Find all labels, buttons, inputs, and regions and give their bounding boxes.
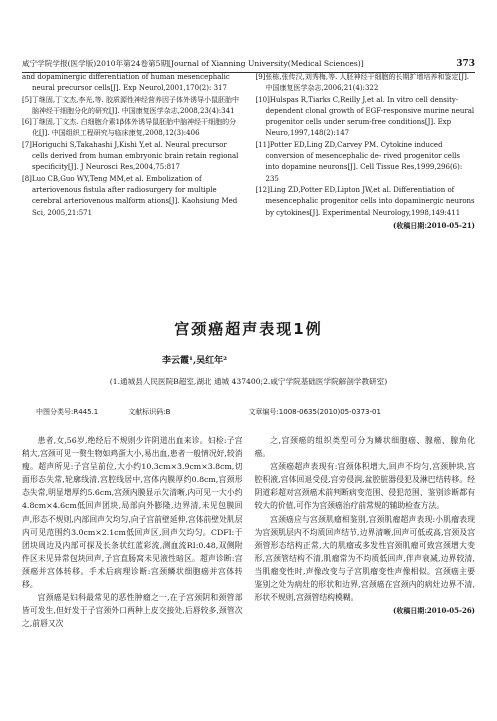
running-header <box>22 58 475 73</box>
reference-item: [7]Horiguchi S,Takahashi J,Kishi Y,et al. Neural precursor cells derived from human embryonic brain retain regional specificity[J]. J Neurosci Res,2004,75:817 <box>22 140 239 172</box>
body-paragraph: 之,宫颈癌的组织类型可分为鳞状细胞癌、腺癌、腺角化癌。 <box>254 436 475 459</box>
body-left-column <box>22 434 243 716</box>
journal-line: 咸宁学院学报(医学版)2010年第24卷第5期[Journal of Xianning University(Medical Sciences)] <box>22 59 364 68</box>
article-title: 宫颈癌超声表现1例 <box>174 320 323 338</box>
clc-number: 中图分类号:R445.1 <box>36 408 99 416</box>
article-body <box>22 434 475 716</box>
references-left-column <box>22 72 242 300</box>
page-number: 373 <box>456 59 475 69</box>
body-paragraph: 宫颈癌超声表现有:宫颈体积增大,回声不均匀,宫颈肿块,宫腔积液,宫体回退受侵,宫旁侵润,盆腔脏器侵犯及淋巴结转移。经阴道彩超对宫颈癌术前判断病变范围、侵犯范围、鉴别诊断都有较大的价值,可作为宫颈癌治疗前常规的辅助检查方法。 <box>254 462 475 511</box>
classification-line <box>36 407 467 417</box>
body-paragraph: 患者,女,56岁,绝经后不规则少许阴道出血来诊。妇检:子宫稍大,宫颈可见一赘生物如鸡蛋大小,易出血,患者一般情况好,较消瘦。超声所见:子宫呈前位,大小约10.3cm×3.9cm×3.8cm,切面形态失常,轮廓线清,宫腔线居中,宫体内膜厚约0.8cm,宫颈形态失常,明显增厚约5.6cm,宫颈内膜显示欠清晰,内可见一大小约4.8cm×4.6cm低回声团块,局部向外膨隆,边界清,未见包膜回声,形态不规则,内部回声欠均匀,向子宫前壁延伸,宫体前壁处肌层内可见范围约3.0cm×2.1cm低回声区,回声欠均匀。CDFI:于团块周边及内部可探及长条状红蓝彩流,测血流RI:0.48,双侧附件区未见异常包块回声,子宫直肠窝未见液性暗区。超声诊断:宫颈癌并宫体转移。手术后病理诊断:宫颈鳞状细胞癌并宫体转移。 <box>22 436 243 590</box>
reference-item: [9]张栋,张传汉,刘秀梅,等. 人胚神经干细胞的长期扩增培养和鉴定[J]. 中国康复医学杂志,2006,21(4):322 <box>255 73 470 93</box>
article-title-block <box>22 318 475 387</box>
references-right-column <box>256 72 476 300</box>
reference-item: [6]丁继固,丁文杰. 白细胞介素1β体外诱导鼠胚胎中脑神经干细胞的分化[J]. 中国组织工程研究与临床康复,2008,12(3):406 <box>22 118 237 138</box>
reference-item: [11]Potter ED,Ling ZD,Carvey PM. Cytokine induced conversion of mesencephalic de- rived progenitor cells into dopamine neurons[J]. Cell Tissue Res,1999,296(6): 235 <box>255 140 463 183</box>
article-authors: 李云霞¹,吴红年² <box>162 356 228 366</box>
references-section <box>22 72 475 300</box>
article-received-date: (收稿日期:2010-05-26) <box>393 606 475 616</box>
reference-item: [8]Luo CB,Guo WY,Teng MM,et al. Embolization of arteriovenous fistula after radiosurgery for multiple cerebral arteriovenous malform ations[J]. Kaohsiung Med Sci, 2005,21:571 <box>22 174 238 217</box>
reference-item: [12]Ling ZD,Potter ED,Lipton JW,et al. Differentiation of mesencephalic progenitor cells into dopaminergic neurons by cytokines[J]. Experimental Neurology,1998,149:411 <box>255 185 475 217</box>
reference-item: [10]Hulspas R,Tiarks C,Reilly J,et al. In vitro cell density-dependent clonal growth of EGF-responsive murine neural progenitor cells under serum-free conditions[J]. Exp Neuro,1997,148(2):147 <box>255 95 475 138</box>
reference-item: and dopaminergic differentiation of human mesencephalic neural precursor cells[J]. Exp Neurol,2001,170(2): 317 <box>22 73 230 93</box>
reference-item: [5]丁继固,丁文杰,李光,等. 胶质源性神经营养因子体外诱导小鼠胚胎中脑神经干细胞分化的研究[J]. 中国康复医学杂志,2008,23(4):341 <box>22 95 240 115</box>
references-received-date: (收稿日期:2010-05-21) <box>393 220 475 230</box>
body-paragraph: 宫颈癌应与宫颈肌瘤相鉴别,宫颈肌瘤超声表现:小肌瘤表现为宫颈肌层内不均质回声结节,边界清晰,回声可低或高,宫颈及宫颈管形态结构正常,大的肌瘤或多发性宫颈肌瘤可致宫颈增大变形,宫颈管结构不清,肌瘤常为不均质低回声,伴声衰减,边界较清,当肌瘤变性时,声像改变与子宫肌瘤变性声像相似。宫颈癌主要鉴别之处为病灶的形状和边界,宫颈癌在宫颈内的病灶边界不清,形状不规则,宫颈管结构模糊。 <box>254 514 475 603</box>
body-paragraph: 宫颈癌是妇科最常见的恶性肿瘤之一,在子宫颈阴和颈管部皆可发生,但好发于子宫颈外口两种上皮交接处,后唇较多,颈管次之,前唇又次 <box>22 593 243 629</box>
body-right-column <box>255 434 476 716</box>
article-number: 文章编号:1008-0635(2010)05-0373-01 <box>248 408 381 416</box>
article-affiliation: (1.通城县人民医院B超室,湖北 通城 437400;2.咸宁学院基础医学院解剖学教研室) <box>109 377 388 386</box>
document-code: 文献标识码:B <box>128 408 171 416</box>
